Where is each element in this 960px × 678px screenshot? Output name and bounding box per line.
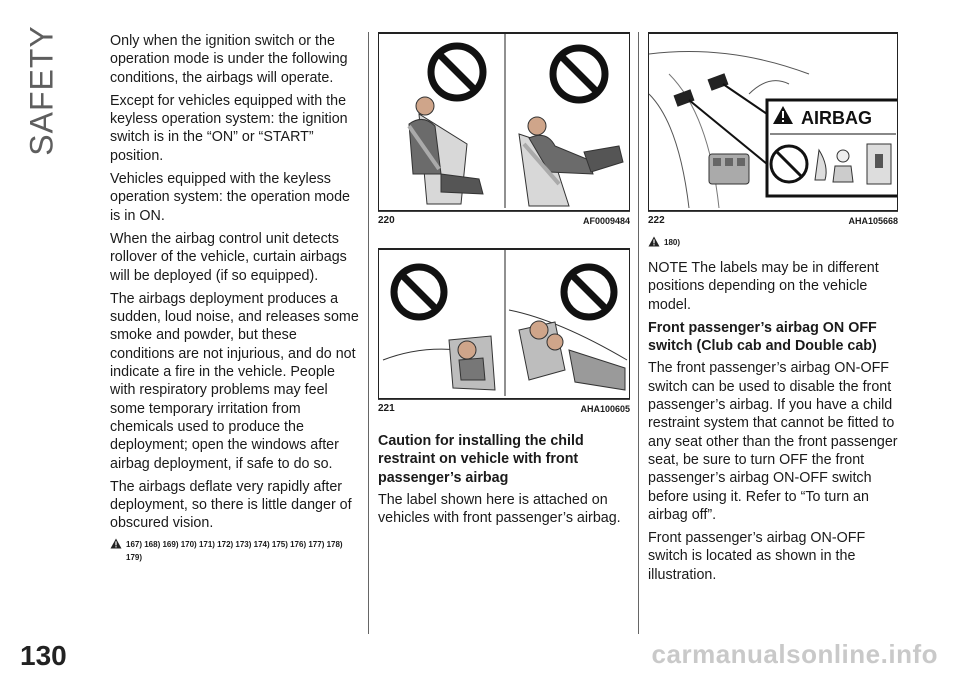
- reference-list: 180): [664, 238, 681, 247]
- figure-221: [378, 248, 630, 399]
- figure-code: AF0009484: [582, 215, 630, 226]
- paragraph: The label shown here is attached on vehicles with front passenger’s airbag.: [378, 491, 621, 527]
- note-paragraph: NOTE The labels may be in different positions depending on the vehicle model.: [648, 260, 879, 313]
- prohibition-icon: [394, 267, 444, 317]
- reference-list: 167) 168) 169) 170) 171) 172) 173) 174) 175) 176) 177) 178) 179): [126, 539, 343, 562]
- paragraph: When the airbag control unit detects rollover of the vehicle, curtain airbags will be deployed (if so equipped).: [110, 230, 347, 284]
- paragraph: Except for vehicles equipped with the keyless operation system: the ignition switch is in the “ON” or “START” position.: [110, 92, 348, 164]
- figure-number: 221: [378, 403, 395, 414]
- airbag-label-location-illustration: [649, 34, 898, 208]
- column-1: [110, 32, 360, 564]
- paragraph: Front passenger’s airbag ON-OFF switch is located as shown in the illustration.: [648, 530, 866, 583]
- watermark: carmanualsonline.info: [651, 639, 938, 669]
- warning-references[interactable]: [648, 236, 898, 249]
- paragraph: The airbags deflate very rapidly after deployment, so there is little danger of obscured vision.: [110, 478, 352, 532]
- figure-222: [648, 32, 898, 211]
- figure-caption: [648, 211, 898, 226]
- section-heading: Caution for installing the child restraint on vehicle with front passenger’s airbag: [378, 433, 584, 486]
- prohibition-icon: [431, 46, 483, 98]
- column-divider-1: [368, 32, 369, 634]
- paragraph: Only when the ignition switch or the operation mode is under the following conditions, the airbags will operate.: [110, 33, 348, 86]
- figure-code: AHA105668: [848, 215, 898, 226]
- prohibition-icon: [553, 48, 605, 100]
- figure-caption: [378, 211, 630, 226]
- paragraph: The front passenger’s airbag ON-OFF switch can be used to disable the front passenger’s airbag. If you have a child restraint system that cannot be fitted to any seat other than the front passenger seat, be sure to turn OFF the front passenger’s airbag ON-OFF switch before using it. Refer to “To turn an airbag off”.: [648, 360, 898, 523]
- prohibition-icon: [564, 267, 614, 317]
- figure-number: 220: [378, 215, 395, 226]
- warning-triangle-icon: [110, 538, 122, 549]
- column-divider-2: [638, 32, 639, 634]
- figure-220: [378, 32, 630, 211]
- section-label: SAFETY: [23, 24, 60, 156]
- airbag-label-text: AIRBAG: [801, 108, 872, 128]
- column-2: [378, 32, 630, 532]
- warning-references[interactable]: [110, 538, 360, 564]
- section-heading: Front passenger’s airbag ON OFF switch (Club cab and Double cab): [648, 319, 877, 355]
- paragraph: Vehicles equipped with the keyless operation system: the operation mode is in ON.: [110, 171, 351, 224]
- airbag-seating-illustration: [379, 34, 630, 208]
- warning-triangle-icon: [648, 236, 660, 247]
- figure-caption: [378, 399, 630, 414]
- page-number: 130: [20, 640, 67, 671]
- figure-code: AHA100605: [580, 403, 630, 414]
- paragraph: The airbags deployment produces a sudden, loud noise, and releases some smoke and powder, but these conditions are not injurious, and do not indicate a fire in the vehicle. People with respiratory problems may feel some temporary irritation from chemicals used to produce the deployment; open the windows after airbag deployment, if safe to do so.: [110, 290, 359, 472]
- column-3: [648, 32, 898, 589]
- figure-number: 222: [648, 215, 665, 226]
- child-seat-illustration: [379, 250, 630, 396]
